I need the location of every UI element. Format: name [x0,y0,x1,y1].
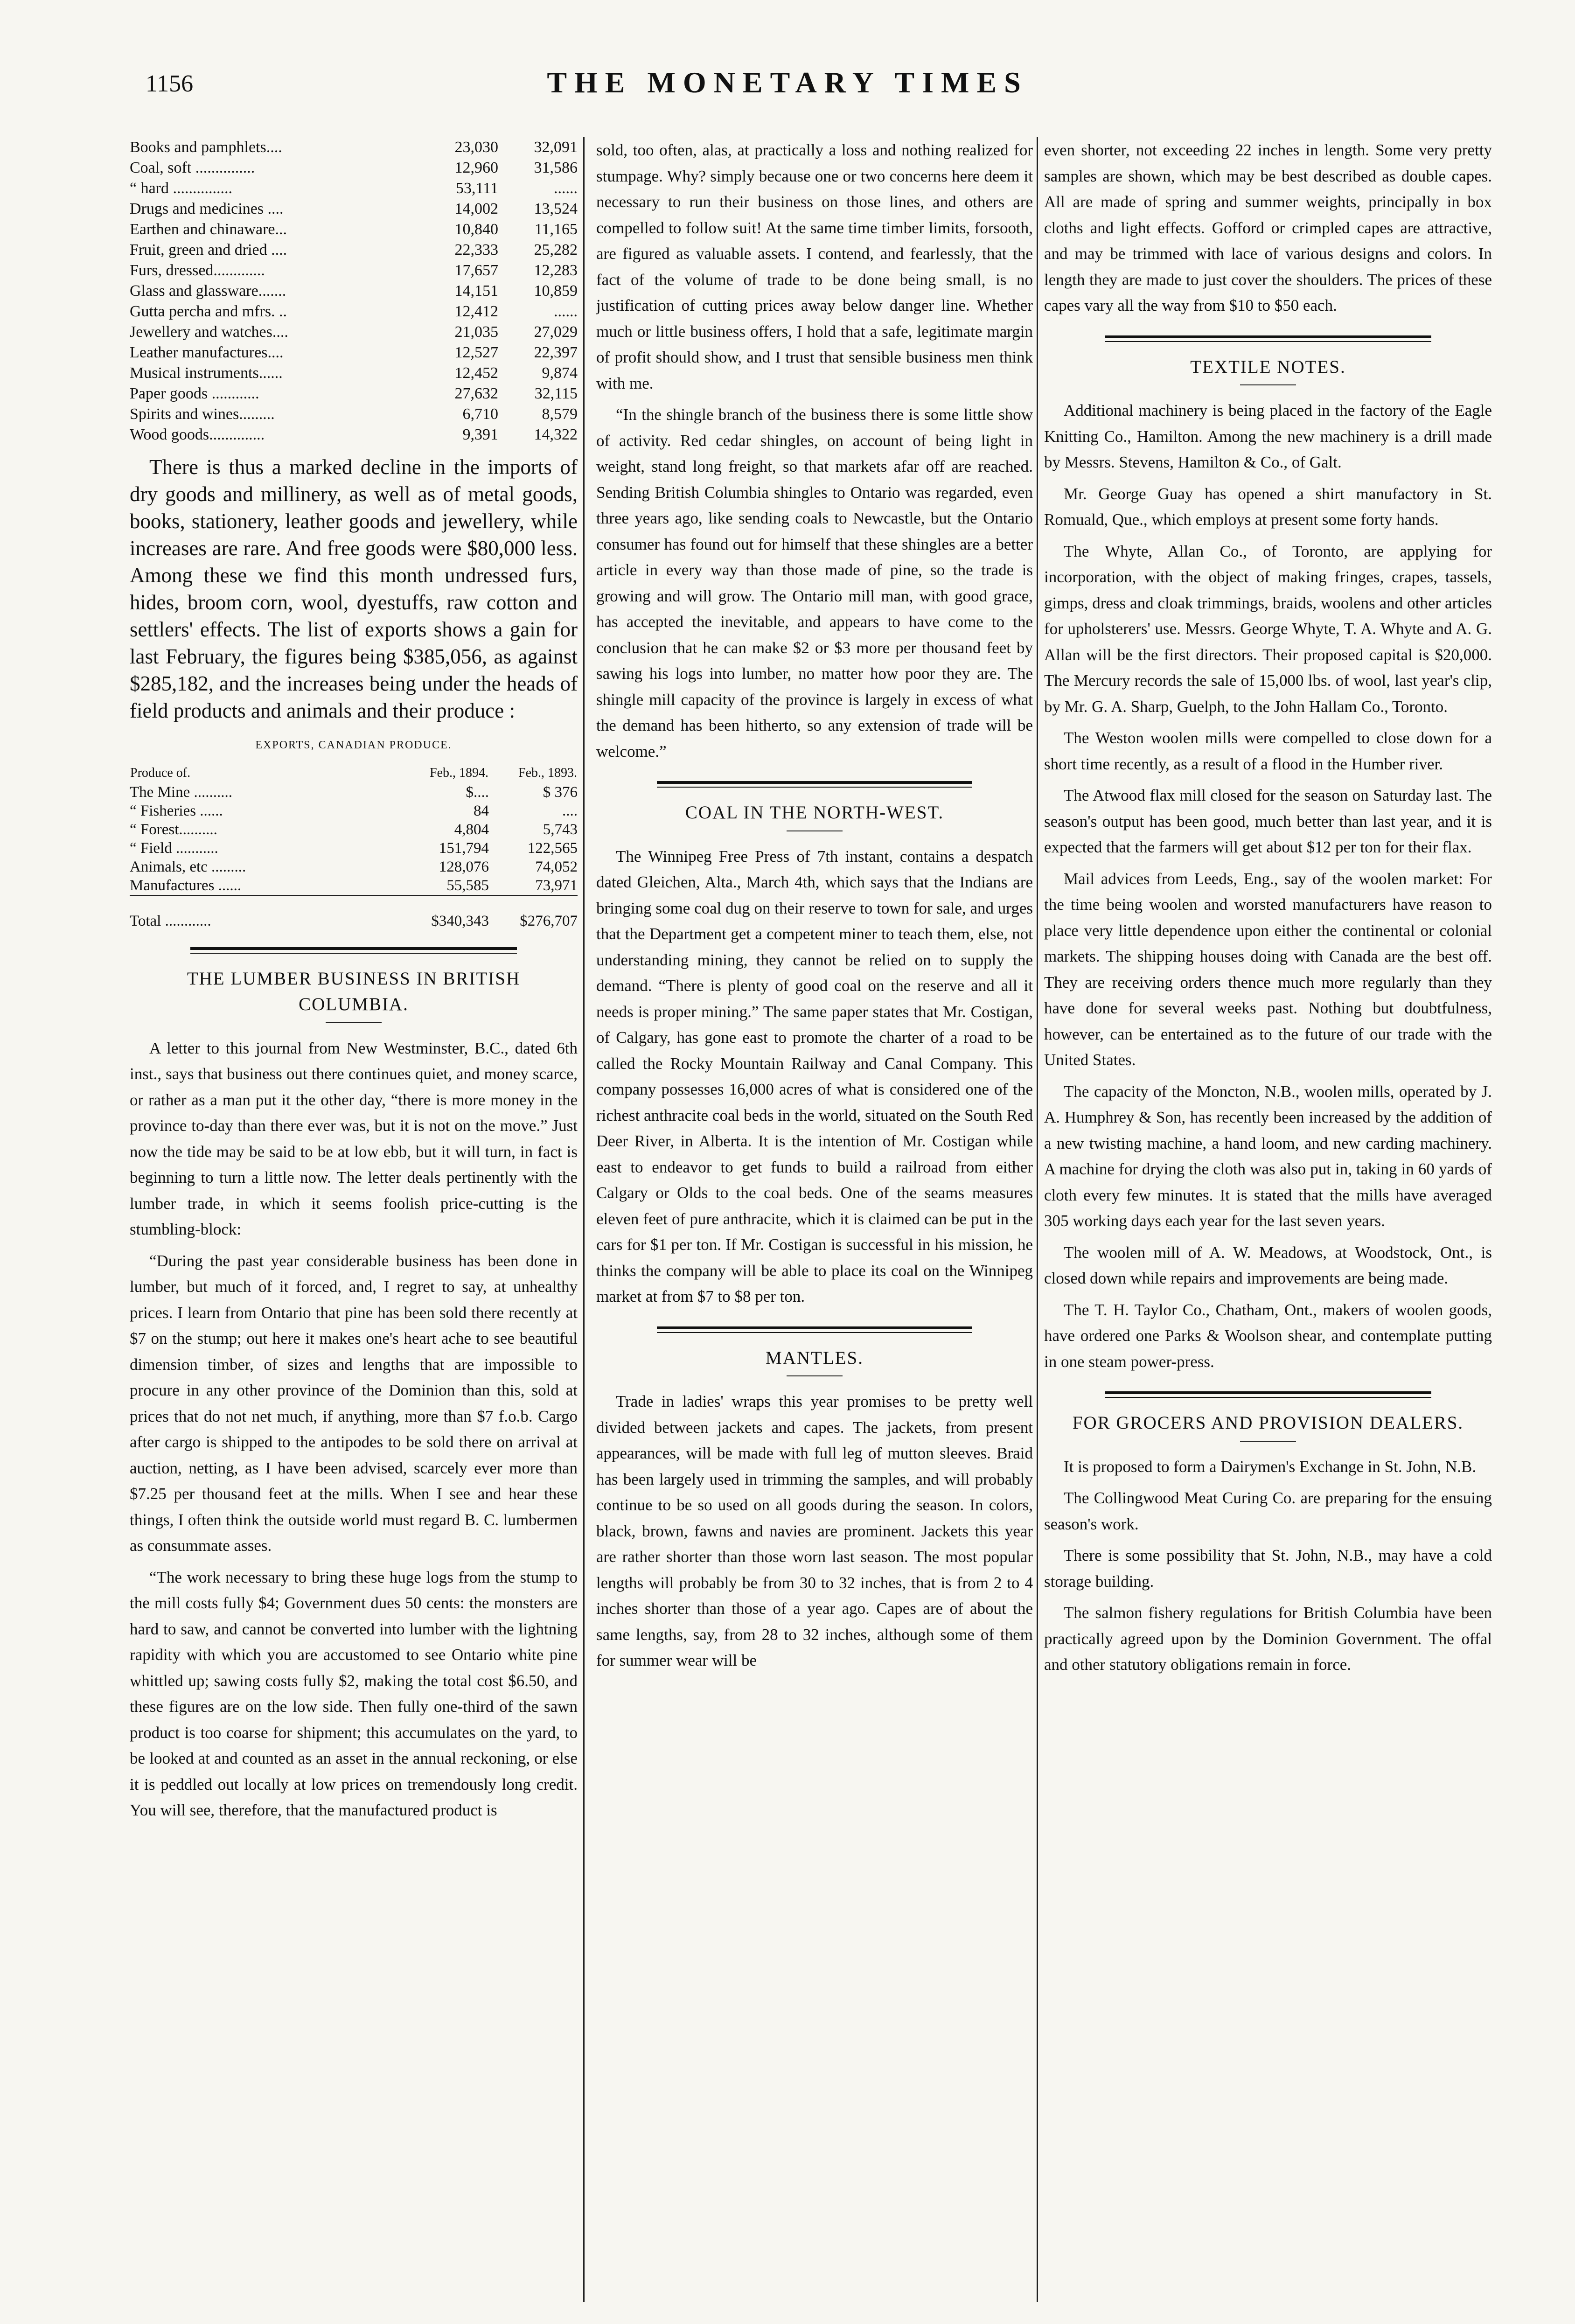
imports-row [130,178,578,199]
table-cell-label: “ Fisheries ...... [130,802,223,819]
table-cell-value: 12,527 [454,344,498,361]
table-cell-value: 8,579 [542,405,578,423]
table-cell-value: 32,115 [534,385,578,402]
grocers-heading: FOR GROCERS AND PROVISION DEALERS. [1072,1413,1464,1433]
table-cell-value: 22,333 [454,241,498,258]
table-cell-label: Paper goods ............ [130,385,259,402]
heading-rule [1240,1441,1296,1442]
textile-item: The Whyte, Allan Co., of Toronto, are applying for incorporation, with the object of making fringes, crapes, tassels, gimps, dress and cloak trimmings, braids, woolens and other articles for upholsterers' use. Messrs. George Whyte, T. A. Whyte and A. G. Allan will be the first directors. Their proposed capital is $20,000. The Mercury records the sale of 15,000 lbs. of wool, last year's clip, by Mr. G. A. Sharp, Guelph, to the John Hallam Co., Toronto. [1044,542,1492,716]
exports-total-1894: $340,343 [400,895,489,930]
exports-row [130,858,578,876]
textile-heading: TEXTILE NOTES. [1190,356,1346,377]
section-divider [190,953,517,954]
table-cell-label: Fruit, green and dried .... [130,241,287,258]
heading-rule [326,1022,382,1023]
exports-col-header: Feb., 1894. [430,765,488,780]
table-cell-label: Manufactures ...... [130,877,242,894]
column-right [1044,137,1492,1683]
imports-row [130,240,578,260]
table-cell-label: “ Forest.......... [130,821,217,838]
exports-col-header: Produce of. [130,765,191,780]
exports-row [130,802,578,820]
textile-item: Mr. George Guay has opened a shirt manufactory in St. Romuald, Que., which employs at present some forty hands. [1044,484,1492,529]
imports-row [130,404,578,425]
lumber-paragraph: “In the shingle branch of the business there is some little show of activity. Red cedar shingles, on account of being light in weight, stand long freight, so that markets afar off are reached. Sending British Columbia shingles to Ontario was regarded, even three years ago, like sending coals to Newcastle, but the Ontario consumer has found out for himself that these shingles are a better article in every way than those made of pine, so the trade is growing and will grow. The Ontario mill man, with good grace, has accepted the inevitable, and appears to have come to the conclusion that he can make $2 or $3 more per thousand feet by sawing his logs into lumber, no matter how poor they are. The shingle mill capacity of the province is largely in excess of what the demand has been hitherto, so any extension of trade will be welcome.” [596,405,1033,761]
exports-row [130,876,578,895]
lumber-paragraph: “During the past year considerable business has been done in lumber, but much of it forced, and, I regret to say, at unhealthy prices. I learn from Ontario that pine has been sold there recently at $7 on the stump; out here it makes one's heart ache to see beautiful dimension timber, of sizes and lengths that are impossible to procure in any other province of the Dominion than this, sold at prices that do not net much, if anything, more than $7 f.o.b. Cargo after cargo is shipped to the antipodes to be sold there on arrival at auction, netting, as I have been advised, scarcely ever more than $7.25 per thousand feet at the mills. When I see and hear these things, I often think the outside world must regard B. C. lumbermen as consummate asses. [130,1251,578,1555]
table-cell-value: 13,524 [534,200,578,217]
section-divider [1105,335,1431,338]
imports-row [130,158,578,178]
table-cell-label: Gutta percha and mfrs. .. [130,303,287,320]
table-cell-label: Drugs and medicines .... [130,200,284,217]
table-cell-value: 151,794 [439,839,489,857]
table-cell-value: 74,052 [535,858,578,875]
section-divider [1105,1397,1431,1398]
imports-row [130,342,578,363]
table-cell-label: “ Field ........... [130,839,218,857]
table-cell-value: ...... [554,303,578,320]
section-divider [657,787,972,788]
table-cell-value: 6,710 [462,405,498,423]
exports-heading: EXPORTS, CANADIAN PRODUCE. [255,739,452,751]
exports-row [130,783,578,802]
table-cell-value: 73,971 [535,877,578,894]
table-cell-value: 23,030 [454,139,498,156]
section-divider [1105,341,1431,342]
exports-row [130,820,578,839]
imports-row [130,199,578,219]
textile-item: Additional machinery is being placed in the factory of the Eagle Knitting Co., Hamilton. Among the new machinery is a drill made by Messrs. Stevens, Hamilton & Co., of Galt. [1044,401,1492,471]
column-left [130,137,578,1829]
column-rule [1037,137,1038,2302]
textile-item: The T. H. Taylor Co., Chatham, Ont., makers of woolen goods, have ordered one Parks & Woolson shear, and contemplate putting in one steam power-press. [1044,1300,1492,1371]
table-cell-value: $ 376 [543,783,578,801]
mantles-paragraph-cont: even shorter, not exceeding 22 inches in length. Some very pretty samples are shown, which may be best described as double capes. All are made of spring and summer weights, principally in box cloths and light effects. Gofford or crimpled capes are attractive, and may be trimmed with lace of various designs and colors. In length they are made to just cover the shoulders. The prices of these capes vary all the way from $10 to $50 each. [1044,141,1492,314]
table-cell-value: 9,391 [462,426,498,443]
table-cell-label: Coal, soft ............... [130,159,255,176]
table-cell-label: Furs, dressed............. [130,262,265,279]
table-cell-label: The Mine .......... [130,783,232,801]
table-cell-value: 32,091 [534,139,578,156]
table-cell-value: 14,322 [534,426,578,443]
table-cell-label: Leather manufactures.... [130,344,284,361]
section-divider [657,1332,972,1333]
imports-row [130,301,578,322]
coal-heading: COAL IN THE NORTH-WEST. [685,803,944,823]
exports-col-header: Feb., 1893. [518,765,577,780]
textile-item: The capacity of the Moncton, N.B., woolen mills, operated by J. A. Humphrey & Son, has recently been increased by the addition of a new twisting machine, a hand loom, and new carding machinery. A machine for drying the cloth was also put in, taking in 60 yards of cloth every few minutes. It is stated that the mills have averaged 305 working days each year for the last seven years. [1044,1082,1492,1230]
table-cell-label: Wood goods.............. [130,426,265,443]
table-cell-value: 12,960 [454,159,498,176]
table-cell-value: $.... [466,783,489,801]
table-cell-value: 53,111 [456,180,498,197]
imports-row [130,281,578,301]
table-cell-value: 22,397 [534,344,578,361]
imports-row [130,219,578,240]
table-cell-label: Musical instruments...... [130,364,283,382]
masthead-title: THE MONETARY TIMES [547,66,1028,99]
imports-table [130,137,578,445]
lumber-paragraph: “The work necessary to bring these huge logs from the stump to the mill costs fully $4; Government dues 50 cents: the monsters are hard to saw, and cannot be converted into lumber with the lightning rapidity with which you are accustomed to see Ontario white pine whittled up; sawing costs fully $2, making the total cost $6.50, and these figures are on the low side. Then fully one-third of the sawn product is too coarse for shipment; this accumulates on the yard, to be looked at and counted as an asset in the annual reckoning, or else it is peddled out locally at low prices on tremendously long credit. You will see, therefore, that the manufactured product is [130,1568,578,1819]
grocers-item: There is some possibility that St. John, N.B., may have a cold storage building. [1044,1546,1492,1591]
coal-paragraph: The Winnipeg Free Press of 7th instant, contains a despatch dated Gleichen, Alta., March 4th, which says that the Indians are bringing some coal dug on their reserve to town for sale, and urges that the Department get a competent miner to teach them, else, not understanding mining, they cannot be relied on to supply the demand. “There is plenty of good coal on the reserve and all it needs is proper mining.” The same paper states that Mr. Costigan, of Calgary, has gone east to promote the charter of a road to be called the Rocky Mountain Railway and Canal Company. This company possesses 16,000 acres of what is considered one of the richest anthracite coal beds in the world, situated on the South Red Deer River, in Alberta. It is the intention of Mr. Costigan while east to endeavor to get funds to build a railroad from either Calgary or Olds to the coal beds. One of the seams measures eleven feet of pure anthracite, which it is claimed can be put in the cars for $1 per ton. If Mr. Costigan is successful in his mission, he thinks the company will be able to place its coal on the Winnipeg market at from $7 to $8 per ton. [596,847,1033,1305]
table-cell-value: 27,029 [534,323,578,341]
mantles-heading: MANTLES. [766,1347,864,1368]
table-cell-label: Earthen and chinaware... [130,221,287,238]
table-cell-value: ...... [554,180,578,197]
imports-row [130,425,578,445]
textile-item: Mail advices from Leeds, Eng., say of the woolen market: For the time being woolen and worsted manufacturers have reason to place very little dependence upon either the continental or colonial markets. The shipping houses doing with Canada are the best off. They are receiving orders thence much more regularly than they have done for several weeks past. Nothing but doubtfulness, however, can be entertained as to the future of our trade with the United States. [1044,869,1492,1069]
table-cell-label: Books and pamphlets.... [130,139,282,156]
table-cell-value: 55,585 [446,877,489,894]
table-cell-value: 14,002 [454,200,498,217]
table-cell-value: 17,657 [454,262,498,279]
mantles-paragraph: Trade in ladies' wraps this year promises to be pretty well divided between jackets and capes. The jackets, from present appearances, will be made with full leg of mutton sleeves. Braid has been largely used in trimming the samples, and will probably continue to be so used on all goods during the season. In colors, black, brown, fawns and navies are prominent. Jackets this year are rather shorter than those worn last season. The most popular lengths will probably be from 30 to 32 inches, that is from 2 to 4 inches shorter than those of a year ago. Capes are of about the same lengths, say, from 28 to 32 inches, although some of them for summer wear will be [596,1392,1033,1669]
textile-item: The Weston woolen mills were compelled to close down for a short time recently, as a result of a flood in the Humber river. [1044,729,1492,773]
lumber-heading: THE LUMBER BUSINESS IN BRITISH COLUMBIA. [187,968,521,1014]
imports-row [130,260,578,281]
table-cell-value: 84 [474,802,489,819]
textile-item: The woolen mill of A. W. Meadows, at Woodstock, Ont., is closed down while repairs and improvements are being made. [1044,1243,1492,1287]
table-cell-label: Glass and glassware....... [130,282,286,300]
table-cell-label: Spirits and wines......... [130,405,275,423]
table-cell-value: 5,743 [543,821,578,838]
table-cell-label: Jewellery and watches.... [130,323,288,341]
imports-row [130,322,578,342]
table-cell-value: 11,165 [534,221,578,238]
column-middle [596,137,1033,1679]
page-number: 1156 [146,70,194,97]
table-cell-value: 12,283 [534,262,578,279]
table-cell-value: 9,874 [542,364,578,382]
section-divider [657,1326,972,1329]
section-divider [657,781,972,784]
table-cell-value: 12,452 [454,364,498,382]
table-cell-label: Animals, etc ......... [130,858,246,875]
exports-total-label: Total ............ [130,895,400,930]
table-cell-value: 4,804 [454,821,489,838]
imports-row [130,363,578,384]
lumber-paragraph-cont: sold, too often, alas, at practically a loss and nothing realized for stumpage. Why? simply because one or two concerns here deem it necessary to run their business on those lines, and others are compelled to follow suit! At the same time timber limits, forsooth, are figured as valuable assets. I contend, and fearlessly, that the fact of the volume of trade to be done being small, is no justification of cutting prices away below danger line. Whether much or little business offers, I hold that a safe, legitimate margin of profit should show, and I trust that sensible business men think with me. [596,141,1033,392]
table-cell-value: 10,859 [534,282,578,300]
table-cell-label: “ hard ............... [130,180,233,197]
grocers-item: It is proposed to form a Dairymen's Exchange in St. John, N.B. [1064,1457,1477,1476]
textile-item: The Atwood flax mill closed for the season on Saturday last. The season's output has been good, much better than last year, and it is expected that the farmers will get about $12 per ton for their flax. [1044,786,1492,856]
table-cell-value: 122,565 [527,839,578,857]
column-rule [583,137,585,2302]
table-cell-value: 31,586 [534,159,578,176]
table-cell-value: 25,282 [534,241,578,258]
grocers-item: The Collingwood Meat Curing Co. are preparing for the ensuing season's work. [1044,1489,1492,1533]
heading-rule [1240,384,1296,385]
heading-rule [787,1375,843,1376]
imports-row [130,137,578,158]
heading-rule [787,830,843,831]
table-cell-value: 21,035 [454,323,498,341]
exports-total-1893: $276,707 [489,895,578,930]
section-divider [190,947,517,950]
lumber-paragraph: A letter to this journal from New Westminster, B.C., dated 6th inst., says that business out there continues quiet, and money scarce, or rather as a man put it the other day, “there is more money in the province to-day than there ever was, but it is not on the move.” Just now the tide may be said to be at low ebb, but it will turn, in fact is beginning to turn a little now. The letter deals pertinently with the lumber trade, in which it seems foolish price-cutting is the stumbling-block: [130,1039,578,1238]
table-cell-value: 12,412 [454,303,498,320]
grocers-item: The salmon fishery regulations for British Columbia have been practically agreed upon by the Dominion Government. The offal and other statutory obligations remain in force. [1044,1604,1492,1674]
table-cell-value: 27,632 [454,385,498,402]
table-cell-value: 128,076 [439,858,489,875]
section-divider [1105,1391,1431,1394]
exports-row [130,839,578,858]
exports-table [130,763,578,930]
imports-summary: There is thus a marked decline in the imports of dry goods and millinery, as well as of metal goods, books, stationery, leather goods and jewellery, while increases are rare. And free goods were $80,000 less. Among these we find this month undressed furs, hides, broom corn, wool, dyestuffs, raw cotton and settlers' effects. The list of exports shows a gain for last February, the figures being $385,056, as against $285,182, and the increases being under the heads of field products and animals and their produce : [130,455,578,722]
table-cell-value: 10,840 [454,221,498,238]
table-cell-value: .... [562,802,578,819]
imports-row [130,384,578,404]
table-cell-value: 14,151 [454,282,498,300]
